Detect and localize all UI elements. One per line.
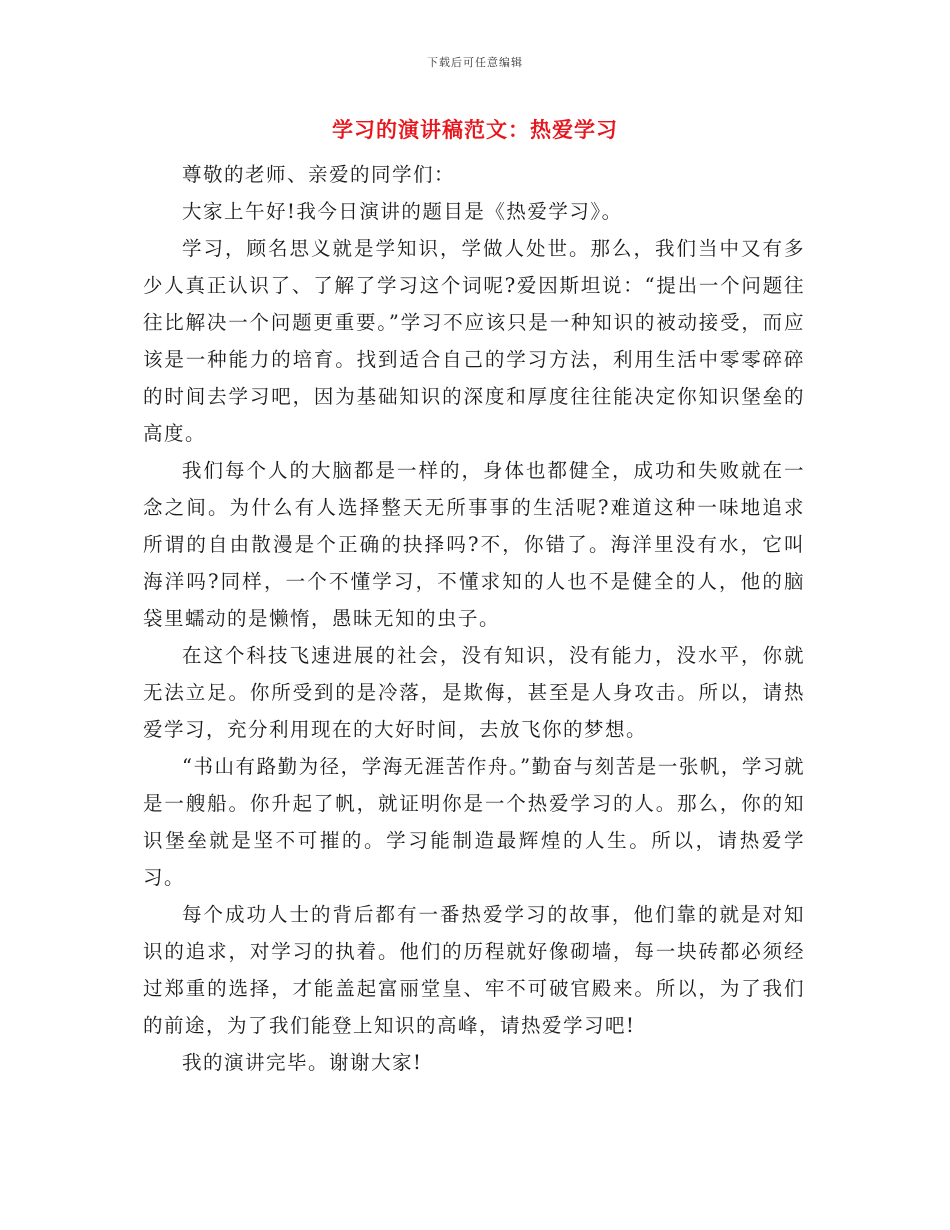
paragraph-success-stories: 每个成功人士的背后都有一番热爱学习的故事，他们靠的就是对知识的追求，对学习的执着。他们的历程就好像砌墙，每一块砖都必须经过郑重的选择，才能盖起富丽堂皇、牢不可破官殿来。所以，为了我们的前途，为了我们能登上知识的高峰，请热爱学习吧! (143, 903, 805, 1037)
paragraph-salutation: 尊敬的老师、亲爱的同学们： (182, 163, 456, 186)
document-body (143, 156, 805, 1081)
paragraph-meaning-of-learning: 学习，顾名思义就是学知识，学做人处世。那么，我们当中又有多少人真正认识了、了解了学习这个词呢?爱因斯坦说：“提出一个问题往往比解决一个问题更重要。”学习不应该只是一种知识的被动接受，而应该是一种能力的培育。找到适合自己的学习方法，利用生活中零零碎碎的时间去学习吧，因为基础知识的深度和厚度往往能决定你知识堡垒的高度。 (143, 237, 805, 445)
paragraph-choice: 我们每个人的大脑都是一样的，身体也都健全，成功和失败就在一念之间。为什么有人选择整天无所事事的生活呢?难道这种一味地追求所谓的自由散漫是个正确的抉择吗?不，你错了。海洋里没有水，它叫海洋吗?同样，一个不懂学习，不懂求知的人也不是健全的人，他的脑袋里蠕动的是懒惰，愚昧无知的虫子。 (143, 459, 805, 630)
paragraph-diligence: “书山有路勤为径，学海无涯苦作舟。”勤奋与刻苦是一张帆，学习就是一艘船。你升起了帆，就证明你是一个热爱学习的人。那么，你的知识堡垒就是坚不可摧的。学习能制造最辉煌的人生。所以，请热爱学习。 (143, 755, 805, 889)
header-note: 下载后可任意编辑 (427, 56, 523, 69)
document-title: 学习的演讲稿范文：热爱学习 (332, 117, 618, 142)
paragraph-greeting: 大家上午好!我今日演讲的题目是《热爱学习》。 (182, 200, 623, 223)
paragraph-society: 在这个科技飞速进展的社会，没有知识，没有能力，没水平，你就无法立足。你所受到的是冷落，是欺侮，甚至是人身攻击。所以，请热爱学习，充分利用现在的大好时间，去放飞你的梦想。 (143, 644, 805, 741)
paragraph-closing: 我的演讲完毕。谢谢大家! (182, 1051, 423, 1074)
